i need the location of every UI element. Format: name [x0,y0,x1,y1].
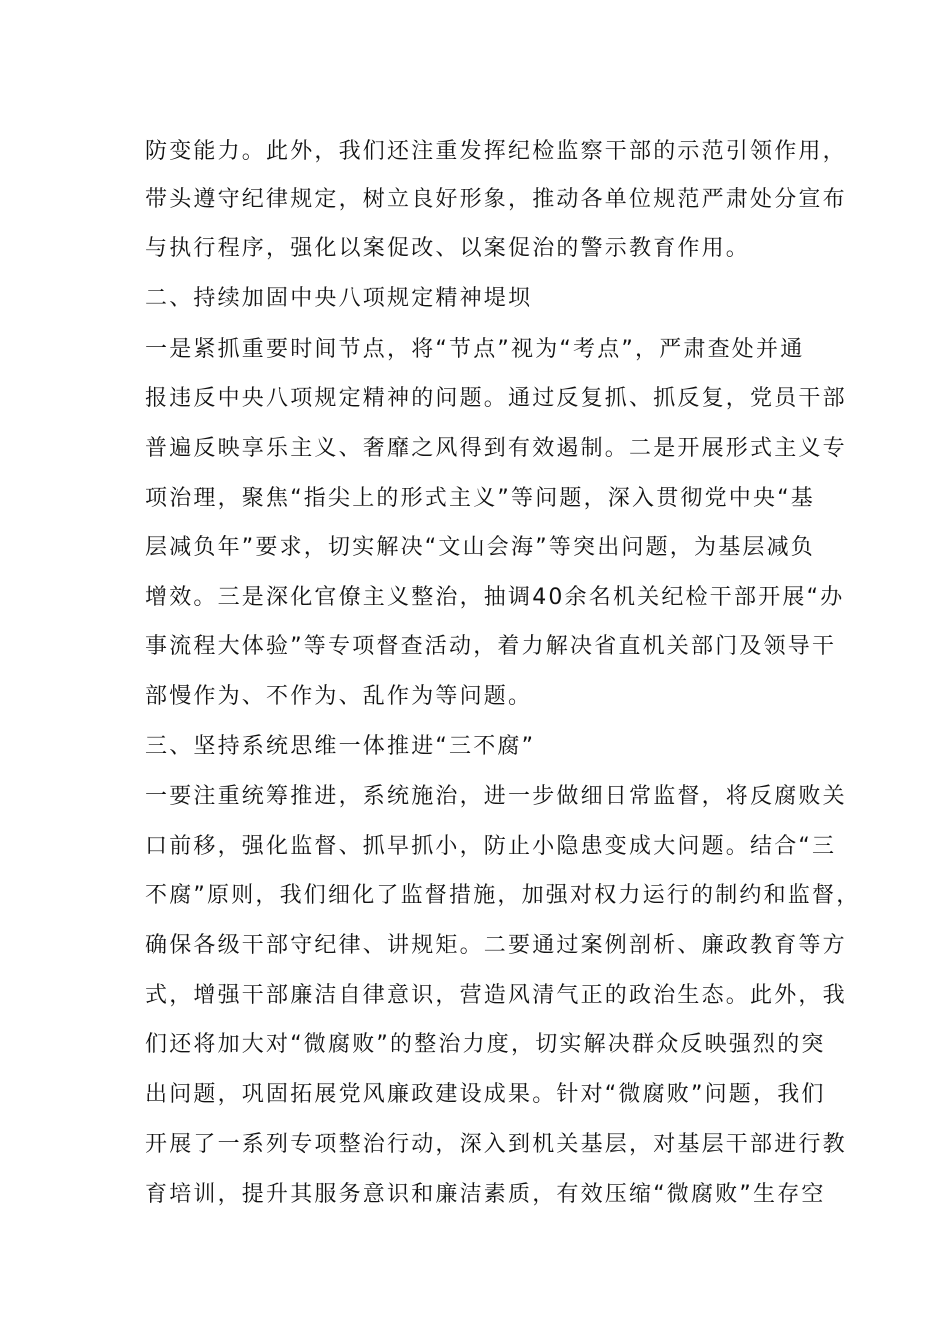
text-line: 增效。三是深化官僚主义整治，抽调40余名机关纪检干部开展“办 [145,585,845,610]
text-line: 部慢作为、不作为、乱作为等问题。 [145,684,533,709]
text-line: 一是紧抓重要时间节点，将“节点”视为“考点”，严肃查处并通 [145,337,805,362]
text-line: 报违反中央八项规定精神的问题。通过反复抓、抓反复，党员干部 [145,386,847,411]
text-line: 项治理，聚焦“指尖上的形式主义”等问题，深入贯彻党中央“基 [145,486,815,511]
section-heading-2: 二、持续加固中央八项规定精神堤坝 [145,286,533,311]
text-line: 事流程大体验”等专项督查活动，着力解决省直机关部门及领导干 [145,634,837,659]
text-line: 确保各级干部守纪律、讲规矩。二要通过案例剖析、廉政教育等方 [145,933,847,958]
text-line: 育培训，提升其服务意识和廉洁素质，有效压缩“微腐败”生存空 [145,1182,826,1207]
text-line: 出问题，巩固拓展党风廉政建设成果。针对“微腐败”问题，我们 [145,1082,826,1107]
text-line: 式，增强干部廉洁自律意识，营造风清气正的政治生态。此外，我 [145,983,847,1008]
text-line: 层减负年”要求，切实解决“文山会海”等突出问题，为基层减负 [145,535,815,560]
text-line: 普遍反映享乐主义、奢靡之风得到有效遏制。二是开展形式主义专 [145,436,847,461]
text-line: 口前移，强化监督、抓早抓小，防止小隐患变成大问题。结合“三 [145,834,837,859]
text-line: 开展了一系列专项整治行动，深入到机关基层，对基层干部进行教 [145,1132,847,1157]
section-heading-3: 三、坚持系统思维一体推进“三不腐” [145,734,536,759]
text-line: 一要注重统筹推进，系统施治，进一步做细日常监督，将反腐败关 [145,784,847,809]
text-line: 们还将加大对“微腐败”的整治力度，切实解决群众反映强烈的突 [145,1032,826,1057]
text-line: 带头遵守纪律规定，树立良好形象，推动各单位规范严肃处分宣布 [145,187,847,212]
text-line: 不腐”原则，我们细化了监督措施，加强对权力运行的制约和监督， [145,883,861,908]
text-line: 防变能力。此外，我们还注重发挥纪检监察干部的示范引领作用， [145,139,847,164]
text-line: 与执行程序，强化以案促改、以案促治的警示教育作用。 [145,236,751,261]
